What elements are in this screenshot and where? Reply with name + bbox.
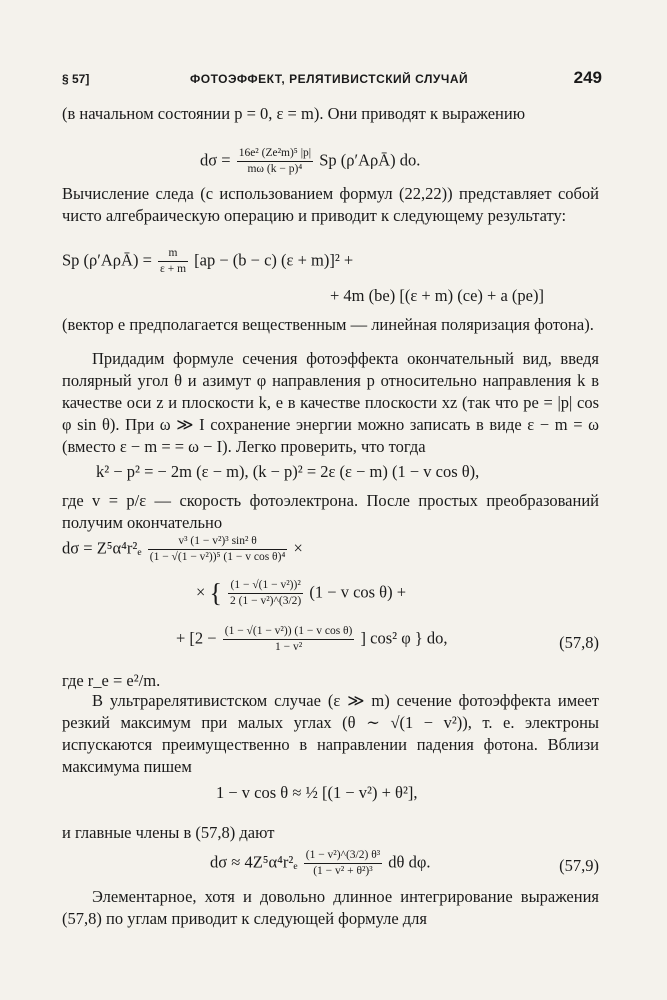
eq6-lhs: dσ ≈ 4Z⁵α⁴r²ₑ [210,852,298,872]
eq4-line-3-post: ] cos² φ } do, [360,628,448,648]
eq4-fraction-3 [223,624,355,655]
eq4-denominator-3: 1 − v² [274,641,303,653]
eq4-times-2: × [196,582,206,602]
eq1-lhs: dσ = [200,150,231,170]
paragraph-9: Элементарное, хотя и довольно длинное интегрирование выражения (57,8) по углам приводит к следующей формуле для [62,887,599,928]
paragraph-7: В ультрарелятивистском случае (ε ≫ m) сечение фотоэффекта имеет резкий максимум при малых углах (θ ∼ √(1 − v²)), т. е. электроны испускаются преимущественно в направлении падения фотона. Вблизи максимума пишем [62,691,599,776]
paragraph-4: Придадим формуле сечения фотоэффекта окончательный вид, введя полярный угол θ и азимут φ направления p относительно направления k в качестве оси z и плоскости k, e в качестве плоскости xz (так что pe = |p| cos φ sin θ). При ω ≫ I сохранение энергии можно записать в виде ε − m = ω (вместо ε − m = = ω − I). Легко проверить, что тогда [62,349,599,456]
eq1-numerator: 16e² (Ze²m)⁵ |p| [237,146,313,162]
eq4-denominator-2: 2 (1 − v²)^(3/2) [230,595,302,607]
equation-number-57-9: (57,9) [559,856,599,875]
paragraph-6: где r_e = e²/m. [62,671,161,690]
equation-6 [210,848,430,879]
equation-4-line-3 [176,624,448,655]
eq4-fraction-2 [228,578,303,609]
paragraph-3: (вектор e предполагается вещественным — линейная поляризация фотона). [62,315,594,334]
eq6-fraction [304,848,382,879]
eq6-denominator: (1 − v² + θ²)³ [313,865,373,877]
eq4-denominator-1: (1 − √(1 − v²))⁵ (1 − v cos θ)⁴ [149,551,286,563]
equation-2-line-2: + 4m (be) [(ε + m) (ce) + a (pe)] [330,286,544,305]
section-marker: § 57] [62,72,90,86]
eq4-lhs: dσ = Z⁵α⁴r²ₑ [62,538,142,558]
page-number: 249 [573,68,602,87]
paragraph-2: Вычисление следа (с использованием формул (22,22)) представляет собой чисто алгебраическую операцию и приводит к следующему результату: [62,184,599,225]
eq6-numerator: (1 − v²)^(3/2) θ³ [304,848,382,864]
running-header [62,68,602,92]
eq2-denominator: ε + m [160,263,187,275]
eq4-open-brace: { [209,578,222,608]
eq2-lhs: Sp (ρ′AρĀ) = [62,250,152,270]
running-title: ФОТОЭФФЕКТ, РЕЛЯТИВИСТСКИЙ СЛУЧАЙ [190,72,469,86]
eq6-rhs: dθ dφ. [388,852,431,872]
eq2-numerator: m [158,246,188,262]
eq2-rhs: [ap − (b − c) (ε + m)]² + [194,250,354,270]
paragraph-8: и главные члены в (57,8) дают [62,823,275,842]
equation-4-line-2 [196,578,406,609]
equation-2-line-1 [62,246,353,277]
eq1-rhs: Sp (ρ′AρĀ) do. [319,150,421,170]
equation-4-line-1 [62,534,303,565]
eq1-fraction [237,146,313,177]
equation-number-57-8: (57,8) [559,633,599,652]
eq4-numerator-1: v³ (1 − v²)³ sin² θ [148,534,288,550]
paragraph-1: (в начальном состоянии p = 0, ε = m). Они приводят к выражению [62,104,526,123]
equation-5: 1 − v cos θ ≈ ½ [(1 − v²) + θ²], [216,783,418,802]
eq2-fraction [158,246,188,277]
eq1-denominator: mω (k − p)⁴ [247,163,303,175]
paragraph-5: где v = p/ε — скорость фотоэлектрона. После простых преобразований получим окончательно [62,491,599,532]
eq4-line-2-rhs: (1 − v cos θ) + [309,582,407,602]
eq4-numerator-3: (1 − √(1 − v²)) (1 − v cos θ) [223,624,355,640]
eq4-numerator-2: (1 − √(1 − v²))² [228,578,303,594]
eq4-times-1: × [293,538,303,558]
equation-1 [200,146,420,177]
eq4-line-3-pre: + [2 − [176,628,217,648]
equation-3: k² − p² = − 2m (ε − m), (k − p)² = 2ε (ε − m) (1 − v cos θ), [96,462,480,481]
eq4-fraction-1 [148,534,288,565]
